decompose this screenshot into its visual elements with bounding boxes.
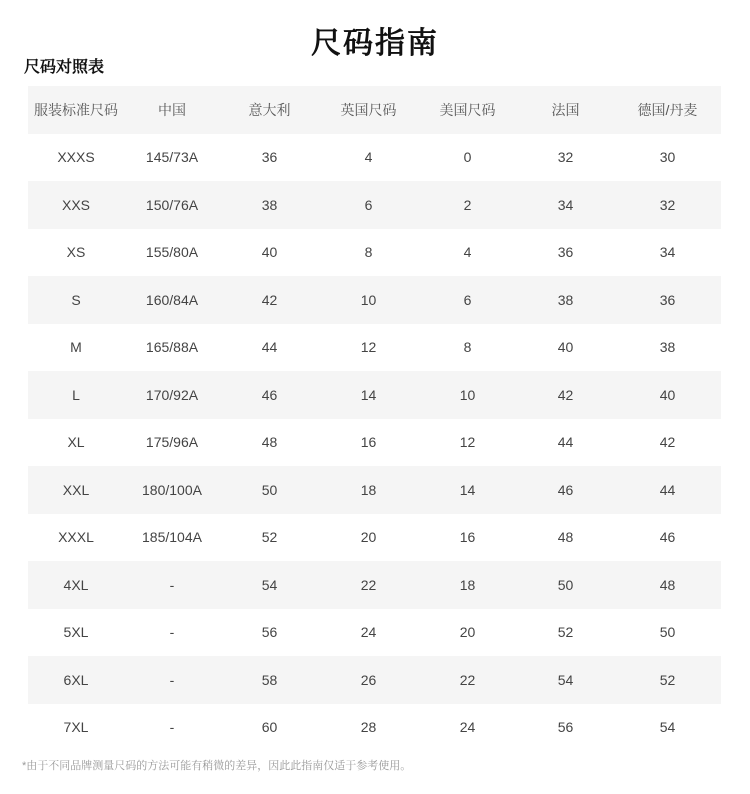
cell-france: 44	[557, 434, 574, 451]
table-row	[28, 704, 721, 752]
header-italy: 意大利	[220, 86, 319, 134]
cell-germany-denmark: 38	[659, 339, 676, 356]
cell-us: 6	[418, 276, 517, 324]
cell-france: 32	[557, 149, 574, 166]
cell-germany-denmark: 30	[659, 149, 676, 166]
header-uk: 英国尺码	[319, 86, 418, 134]
cell-italy: 42	[220, 276, 319, 324]
cell-us: 22	[418, 656, 517, 704]
cell-standard-size: XXL	[28, 466, 124, 514]
cell-italy: 52	[261, 529, 278, 546]
cell-italy: 40	[261, 244, 278, 261]
cell-uk: 18	[319, 466, 418, 514]
cell-standard-size: 5XL	[63, 624, 89, 641]
cell-germany-denmark: 42	[659, 434, 676, 451]
cell-standard-size: 4XL	[28, 561, 124, 609]
cell-france: 56	[557, 719, 574, 736]
cell-standard-size: XXS	[28, 181, 124, 229]
cell-germany-denmark: 34	[659, 244, 676, 261]
header-standard-size: 服装标准尺码	[28, 86, 124, 134]
cell-germany-denmark: 44	[614, 466, 721, 514]
cell-china: -	[124, 656, 220, 704]
cell-france: 38	[517, 276, 614, 324]
cell-uk: 10	[319, 276, 418, 324]
cell-uk: 20	[360, 529, 377, 546]
cell-us: 16	[459, 529, 476, 546]
cell-uk: 16	[360, 434, 377, 451]
cell-italy: 48	[261, 434, 278, 451]
cell-uk: 8	[364, 244, 373, 261]
cell-italy: 54	[220, 561, 319, 609]
table-row	[28, 229, 721, 277]
cell-standard-size: M	[70, 339, 82, 356]
cell-italy: 58	[220, 656, 319, 704]
cell-standard-size: XS	[66, 244, 86, 261]
table-row	[28, 561, 721, 609]
cell-china: 180/100A	[124, 466, 220, 514]
cell-us: 14	[418, 466, 517, 514]
cell-france: 36	[557, 244, 574, 261]
cell-uk: 22	[319, 561, 418, 609]
cell-us: 20	[459, 624, 476, 641]
table-row	[28, 514, 721, 562]
cell-italy: 46	[220, 371, 319, 419]
cell-uk: 12	[360, 339, 377, 356]
cell-germany-denmark: 52	[614, 656, 721, 704]
cell-china: -	[124, 561, 220, 609]
cell-germany-denmark: 54	[659, 719, 676, 736]
cell-china: -	[169, 624, 175, 641]
cell-us: 12	[459, 434, 476, 451]
cell-us: 0	[463, 149, 472, 166]
table-body	[28, 134, 721, 752]
cell-uk: 6	[319, 181, 418, 229]
size-chart-subtitle: 尺码对照表	[24, 59, 105, 76]
table-row	[28, 466, 721, 514]
cell-italy: 60	[261, 719, 278, 736]
table-row	[28, 181, 721, 229]
cell-italy: 36	[261, 149, 278, 166]
header-germany-denmark: 德国/丹麦	[614, 86, 721, 134]
cell-standard-size: L	[28, 371, 124, 419]
cell-france: 46	[517, 466, 614, 514]
cell-germany-denmark: 48	[614, 561, 721, 609]
cell-standard-size: XL	[67, 434, 85, 451]
table-row	[28, 419, 721, 467]
cell-italy: 56	[261, 624, 278, 641]
cell-france: 34	[517, 181, 614, 229]
cell-us: 8	[463, 339, 472, 356]
page-title: 尺码指南	[311, 27, 439, 60]
cell-standard-size: S	[28, 276, 124, 324]
cell-standard-size: 6XL	[28, 656, 124, 704]
cell-china: 170/92A	[124, 371, 220, 419]
cell-italy: 44	[261, 339, 278, 356]
footnote: *由于不同品牌测量尺码的方法可能有稍微的差异，因此此指南仅适于参考使用。	[22, 760, 412, 772]
cell-china: 185/104A	[142, 529, 202, 546]
cell-china: -	[169, 719, 175, 736]
cell-china: 165/88A	[145, 339, 199, 356]
cell-us: 10	[418, 371, 517, 419]
table-row	[28, 276, 721, 324]
table-row	[28, 609, 721, 657]
cell-china: 145/73A	[145, 149, 199, 166]
cell-germany-denmark: 32	[614, 181, 721, 229]
cell-uk: 4	[364, 149, 373, 166]
cell-germany-denmark: 50	[659, 624, 676, 641]
header-france: 法国	[517, 86, 614, 134]
table-row	[28, 324, 721, 372]
size-chart-table	[28, 86, 721, 751]
cell-italy: 50	[220, 466, 319, 514]
table-header-row	[28, 86, 721, 134]
cell-germany-denmark: 46	[659, 529, 676, 546]
cell-uk: 26	[319, 656, 418, 704]
cell-france: 42	[517, 371, 614, 419]
table-row	[28, 371, 721, 419]
header-china: 中国	[124, 86, 220, 134]
cell-us: 2	[418, 181, 517, 229]
cell-france: 52	[557, 624, 574, 641]
cell-france: 50	[517, 561, 614, 609]
cell-china: 155/80A	[145, 244, 199, 261]
cell-france: 48	[557, 529, 574, 546]
cell-us: 18	[418, 561, 517, 609]
cell-china: 150/76A	[124, 181, 220, 229]
cell-standard-size: XXXL	[58, 529, 94, 546]
cell-china: 160/84A	[124, 276, 220, 324]
cell-italy: 38	[220, 181, 319, 229]
header-us: 美国尺码	[418, 86, 517, 134]
table-row	[28, 656, 721, 704]
cell-france: 54	[517, 656, 614, 704]
cell-china: 175/96A	[145, 434, 199, 451]
cell-uk: 24	[360, 624, 377, 641]
cell-germany-denmark: 40	[614, 371, 721, 419]
cell-germany-denmark: 36	[614, 276, 721, 324]
cell-us: 24	[459, 719, 476, 736]
cell-uk: 14	[319, 371, 418, 419]
table-row	[28, 134, 721, 182]
cell-standard-size: XXXS	[57, 149, 95, 166]
cell-uk: 28	[360, 719, 377, 736]
cell-us: 4	[463, 244, 472, 261]
cell-france: 40	[557, 339, 574, 356]
cell-standard-size: 7XL	[63, 719, 89, 736]
